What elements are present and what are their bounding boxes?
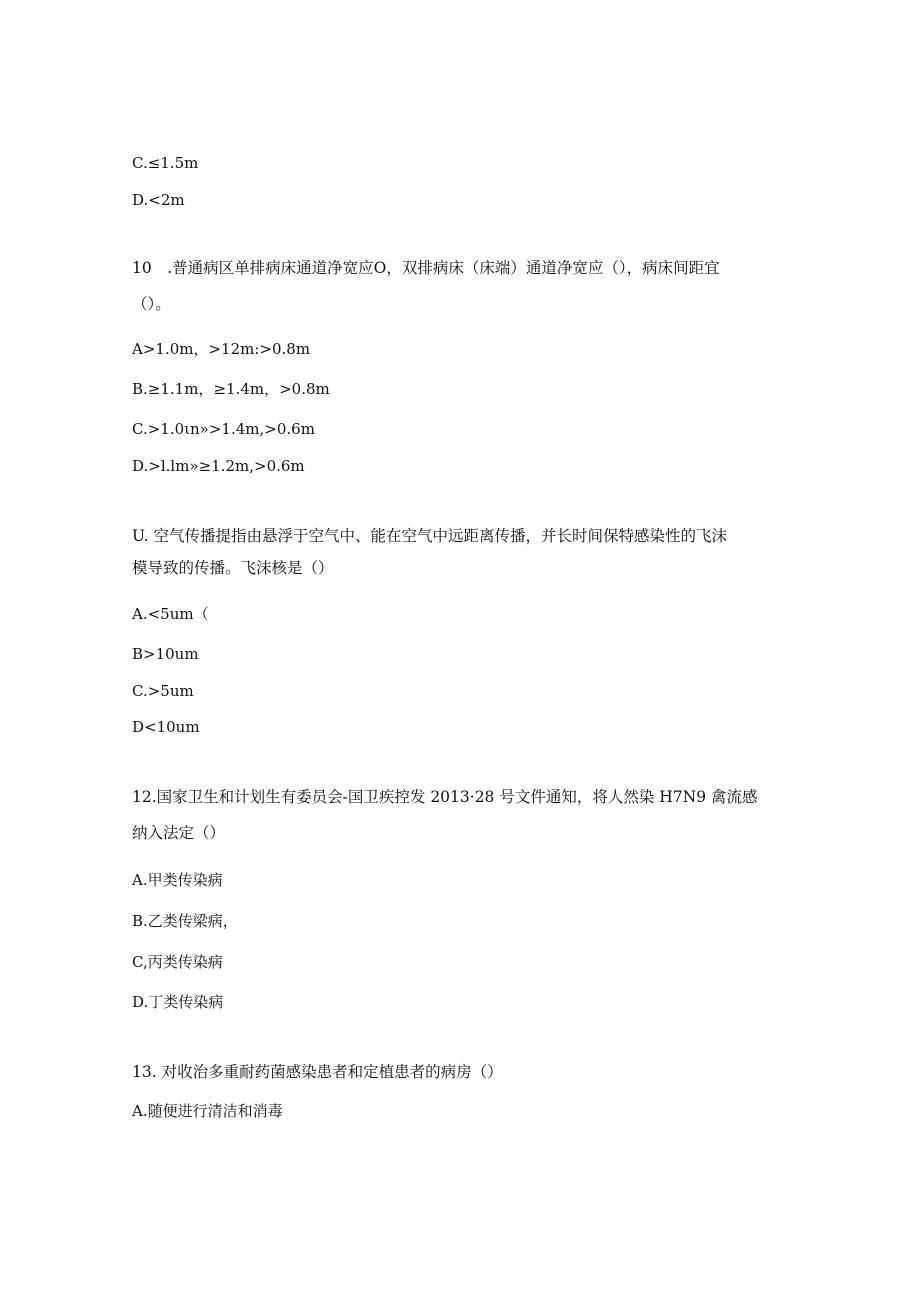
question-13-line-1: 13. 对收治多重耐药菌感染患者和定植患者的病房（） [132, 1063, 503, 1081]
option-12b: B.乙类传梁病， [132, 912, 238, 930]
question-10-line-1: 10 .普通病区单排病床通道净宽应O，双排病床（床端）通道净宽应（），病床间距宜 [132, 259, 720, 277]
option-12c: C,丙类传染病 [132, 953, 223, 971]
option-10c: C.>1.0ιn»>1.4m,>0.6m [132, 420, 315, 438]
option-10a: A>1.0m，>12m:>0.8m [132, 340, 311, 358]
option-9d: D.<2m [132, 191, 185, 209]
option-11c: C.>5um [132, 682, 194, 700]
option-11b: B>10um [132, 645, 199, 663]
question-12-line-1: 12.国家卫生和计划生有委员会-国卫疾控发 2013·28 号文件通知，将人然染 H7N9 禽流感 [132, 788, 758, 806]
question-10-line-2: （）。 [132, 295, 171, 313]
question-11-line-1: U. 空气传播提指由悬浮于空气中、能在空气中远距离传播，并长时间保特感染性的飞沫 [132, 527, 727, 545]
question-12-line-2: 纳入法定（） [132, 824, 226, 842]
option-12a: A.甲类传染病 [132, 871, 223, 889]
option-11a: A.<5um（ [132, 605, 209, 623]
option-11d: D<10um [132, 718, 200, 736]
option-9c: C.≤1.5m [132, 154, 199, 172]
question-11-line-2: 模导致的传播。飞沫核是（） [132, 559, 334, 577]
option-10b: B.≥1.1m，≥1.4m，>0.8m [132, 380, 330, 398]
option-13a: A.随便进行清洁和消毒 [132, 1102, 283, 1120]
option-12d: D.丁类传染病 [132, 993, 224, 1011]
option-10d: D.>l.lm»≥1.2m,>0.6m [132, 457, 305, 475]
